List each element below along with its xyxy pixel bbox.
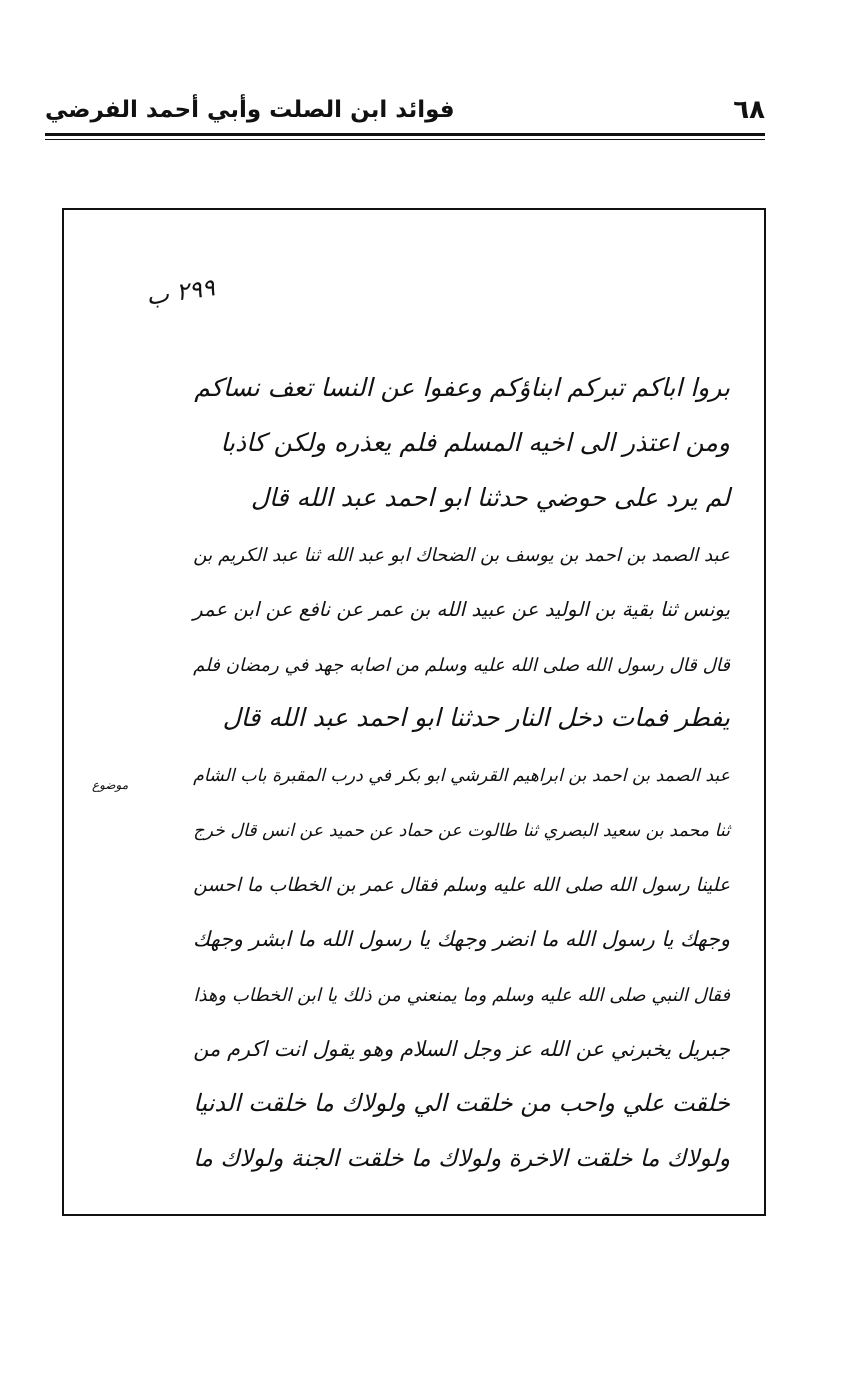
manuscript-line: عبد الصمد بن احمد بن ابراهيم القرشي ابو بكر في درب المقبرة باب الشام — [193, 766, 730, 786]
manuscript-line: يفطر فمات دخل النار حدثنا ابو احمد عبد الله قال — [222, 703, 730, 732]
page-header — [45, 95, 765, 147]
manuscript-line: يونس ثنا بقية بن الوليد عن عبيد الله بن عمر عن نافع عن ابن عمر — [193, 598, 730, 621]
header-rule-thin — [45, 139, 765, 140]
manuscript-line: علينا رسول الله صلى الله عليه وسلم فقال عمر بن الخطاب ما احسن — [193, 875, 730, 896]
page-number: ٦٨ — [733, 95, 765, 125]
manuscript-frame — [62, 208, 766, 1216]
manuscript-line: لم يرد على حوضي حدثنا ابو احمد عبد الله قال — [250, 483, 730, 512]
manuscript-line: خلقت علي واحب من خلقت الي ولولاك ما خلقت الدنيا — [193, 1089, 730, 1117]
manuscript-line: قال قال رسول الله صلى الله عليه وسلم من اصابه جهد في رمضان فلم — [193, 655, 730, 676]
manuscript-line: عبد الصمد بن احمد بن يوسف بن الضحاك ابو عبد الله ثنا عبد الكريم بن — [193, 545, 730, 566]
manuscript-line: فقال النبي صلى الله عليه وسلم وما يمنعني من ذلك يا ابن الخطاب وهذا — [193, 985, 730, 1006]
manuscript-line: بروا اباكم تبركم ابناؤكم وعفوا عن النسا تعف نساكم — [194, 373, 730, 402]
manuscript-text — [182, 360, 730, 1185]
margin-note: موضوع — [92, 778, 129, 792]
header-rule — [45, 133, 765, 136]
manuscript-line: ومن اعتذر الى اخيه المسلم فلم يعذره ولكن كاذبا — [220, 428, 730, 457]
manuscript-line: وجهك يا رسول الله ما انضر وجهك يا رسول الله ما ابشر وجهك — [193, 927, 730, 951]
manuscript-line: ولولاك ما خلقت الاخرة ولولاك ما خلقت الجنة ولولاك ما — [193, 1144, 730, 1172]
folio-label: ٢٩٩ ب — [144, 273, 217, 311]
manuscript-line: جبريل يخبرني عن الله عز وجل السلام وهو يقول انت اكرم من — [193, 1037, 730, 1061]
manuscript-line: ثنا محمد بن سعيد البصري ثنا طالوت عن حماد عن حميد عن انس قال خرج — [193, 821, 730, 841]
running-title: فوائد ابن الصلت وأبي أحمد الفرضي — [45, 97, 455, 123]
